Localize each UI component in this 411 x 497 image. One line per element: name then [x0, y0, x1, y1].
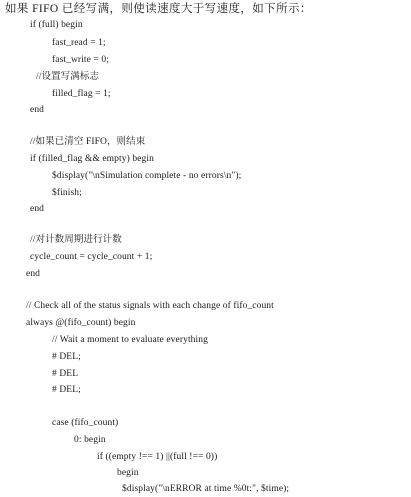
code-line: # DEL — [52, 369, 79, 379]
code-line: end — [26, 269, 41, 279]
intro-text: 如果 FIFO 已经写满，则使读速度大于写速度，如下所示： — [5, 3, 312, 15]
code-line: if ((empty !== 1) ||(full !== 0)) — [97, 452, 218, 462]
code-comment: // Check all of the status signals with each change of fifo_count — [26, 301, 274, 311]
code-line: $finish; — [52, 188, 82, 198]
code-line: always @(fifo_count) begin — [26, 318, 136, 328]
code-line: if (full) begin — [30, 20, 83, 30]
code-line: begin — [117, 468, 139, 478]
code-line: cycle_count = cycle_count + 1; — [30, 252, 153, 262]
code-line: 0: begin — [74, 435, 106, 445]
code-line: # DEL; — [52, 385, 81, 395]
code-comment: // Wait a moment to evaluate everything — [52, 335, 208, 345]
code-line: fast_read = 1; — [52, 38, 106, 48]
code-line: if (filled_flag && empty) begin — [30, 154, 154, 164]
code-comment: //如果已清空 FIFO，则结束 — [30, 137, 146, 147]
code-line: $display("\nSimulation complete - no errors\n"); — [52, 171, 242, 181]
code-line: # DEL; — [52, 352, 81, 362]
code-comment: //对计数周期进行计数 — [30, 235, 122, 245]
code-line: $display("\nERROR at time %0t:", $time); — [122, 484, 290, 494]
code-comment: //设置写满标志 — [36, 72, 100, 82]
code-line: end — [30, 204, 45, 214]
code-line: fast_write = 0; — [52, 55, 109, 65]
code-line: end — [30, 105, 45, 115]
code-line: case (fifo_count) — [52, 418, 119, 428]
code-line: filled_flag = 1; — [52, 89, 111, 99]
